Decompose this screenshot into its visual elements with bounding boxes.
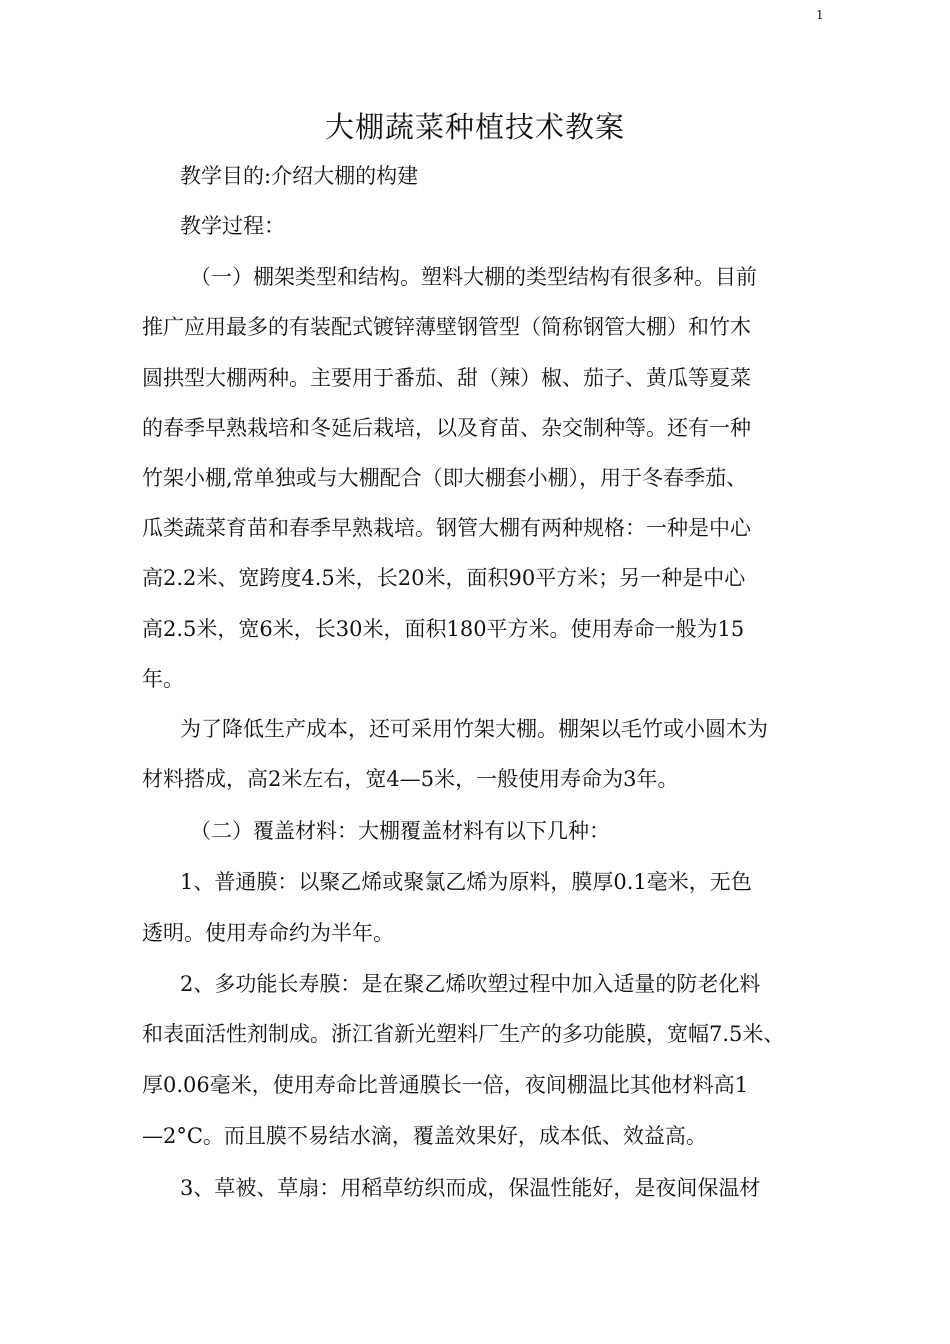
paragraph-line: 瓜类蔬菜育苗和春季早熟栽培。钢管大棚有两种规格：一种是中心 [142,516,751,540]
paragraph-line: 的春季早熟栽培和冬延后栽培，以及育苗、杂交制种等。还有一种 [142,416,751,440]
paragraph-line: 圆拱型大棚两种。主要用于番茄、甜（辣）椒、茄子、黄瓜等夏菜 [142,366,751,390]
document-title: 大棚蔬菜种植技术教案 [324,110,625,144]
list-item-line: 厚0.06毫米，使用寿命比普通膜长一倍，夜间棚温比其他材料高1 [142,1073,749,1097]
paragraph-line: （一）棚架类型和结构。塑料大棚的类型结构有很多种。目前 [190,265,757,289]
paragraph-line: 高2.5米，宽6米，长30米，面积180平方米。使用寿命一般为15 [142,617,745,641]
paragraph-line: 材料搭成，高2米左右，宽4—5米，一般使用寿命为3年。 [142,767,679,791]
list-item-line: 1、普通膜：以聚乙烯或聚氯乙烯为原料，膜厚0.1毫米，无色 [180,870,752,894]
paragraph-line: 竹架小棚,常单独或与大棚配合（即大棚套小棚），用于冬春季茄、 [142,466,748,490]
list-item-line: 2、多功能长寿膜：是在聚乙烯吹塑过程中加入适量的防老化料 [180,972,761,996]
process-heading: 教学过程： [180,214,285,238]
paragraph-line: 高2.2米、宽跨度4.5米，长20米，面积90平方米；另一种是中心 [142,566,746,590]
paragraph-line: 推广应用最多的有装配式镀锌薄壁钢管型（简称钢管大棚）和竹木 [142,315,751,339]
list-item-line: 和表面活性剂制成。浙江省新光塑料厂生产的多功能膜，宽幅7.5米、 [142,1022,785,1046]
list-item-line: —2°C。而且膜不易结水滴，覆盖效果好，成本低、效益高。 [142,1124,707,1148]
list-item-line: 3、草被、草扇：用稻草纺织而成，保温性能好，是夜间保温材 [180,1176,761,1200]
objective-line: 教学目的:介绍大棚的构建 [180,164,419,188]
list-item-line: 透明。使用寿命约为半年。 [142,921,394,945]
page-number: 1 [816,8,824,22]
paragraph-line: 为了降低生产成本，还可采用竹架大棚。棚架以毛竹或小圆木为 [180,717,768,741]
paragraph-line: 年。 [142,667,184,691]
section-heading: （二）覆盖材料：大棚覆盖材料有以下几种： [190,819,610,843]
